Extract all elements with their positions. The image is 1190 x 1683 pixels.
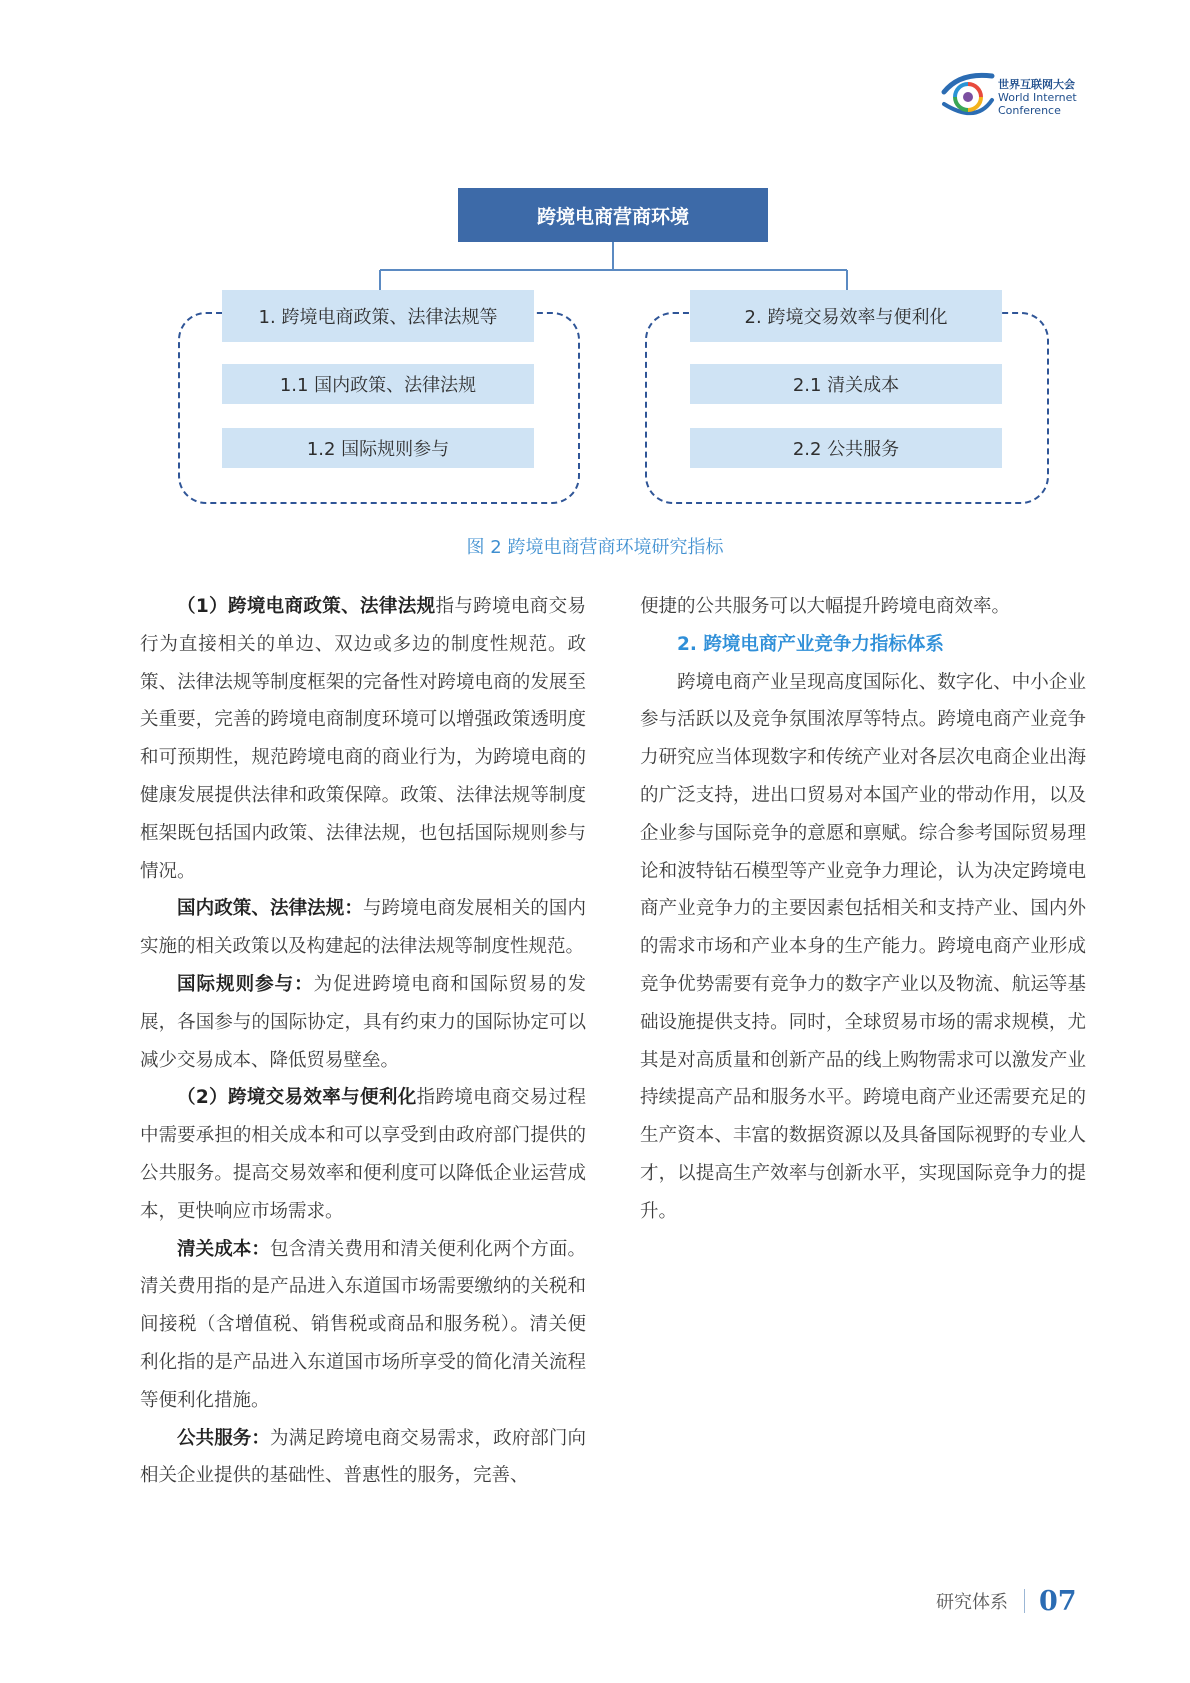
term-policy-law: （1）跨境电商政策、法律法规 — [177, 596, 436, 617]
term-trade-efficiency: （2）跨境交易效率与便利化 — [177, 1087, 417, 1109]
item-customs-cost: 2.1 清关成本 — [690, 364, 1002, 404]
logo-english-line2: Conference — [998, 104, 1061, 117]
paragraph-continuation: 便捷的公共服务可以大幅提升跨境电商效率。 — [640, 596, 1011, 617]
paragraph-customs-cost — [140, 1231, 586, 1420]
page-number: 07 — [1039, 1585, 1077, 1617]
left-text-column — [140, 588, 586, 1495]
diagram-root-node: 跨境电商营商环境 — [458, 188, 768, 242]
paragraph-international-rules — [140, 966, 586, 1079]
paragraph-text: 指跨境电商交易过程中需要承担的相关成本和可以享受到由政府部门提供的公共服务。提高交易效率和便利度可以降低企业运营成本，更快响应市场需求。 — [140, 1087, 586, 1222]
item-international-rules: 1.2 国际规则参与 — [222, 428, 534, 468]
term-customs-cost: 清关成本： — [177, 1238, 270, 1260]
term-international-rules: 国际规则参与： — [177, 973, 314, 995]
paragraph-text: 指与跨境电商交易行为直接相关的单边、双边或多边的制度性规范。政策、法律法规等制度框架的完备性对跨境电商的发展至关重要，完善的跨境电商制度环境可以增强政策透明度和可预期性，规范跨境电商的商业行为，为跨境电商的健康发展提供法律和政策保障。政策、法律法规等制度框架既包括国内政策、法律法规，也包括国际规则参与情况。 — [140, 596, 586, 882]
paragraph-industry-competitiveness: 跨境电商产业呈现高度国际化、数字化、中小企业参与活跃以及竞争氛围浓厚等特点。跨境电商产业竞争力研究应当体现数字和传统产业对各层次电商企业出海的广泛支持，进出口贸易对本国产业的带动作用，以及企业参与国际竞争的意愿和禀赋。综合参考国际贸易理论和波特钻石模型等产业竞争力理论，认为决定跨境电商产业竞争力的主要因素包括相关和支持产业、国内外的需求市场和产业本身的生产能力。跨境电商产业形成竞争优势需要有竞争力的数字产业以及物流、航运等基础设施提供支持。同时，全球贸易市场的需求规模，尤其是对高质量和创新产品的线上购物需求可以激发产业持续提高产品和服务水平。跨境电商产业还需要充足的生产资本、丰富的数据资源以及具备国际视野的专业人才，以提高生产效率与创新水平，实现国际竞争力的提升。 — [640, 671, 1086, 1222]
figure-caption: 图 2 跨境电商营商环境研究指标 — [466, 537, 724, 558]
paragraph-policy-law — [140, 588, 586, 890]
footer-section-label: 研究体系 — [936, 1592, 1008, 1613]
footer-divider — [1024, 1589, 1025, 1613]
paragraph-domestic-policy — [140, 890, 586, 966]
paragraph-text: 与跨境电商发展相关的国内实施的相关政策以及构建起的法律法规等制度性规范。 — [140, 898, 586, 958]
paragraph-text: 为促进跨境电商和国际贸易的发展，各国参与的国际协定，具有约束力的国际协定可以减少交易成本、降低贸易壁垒。 — [140, 973, 586, 1071]
paragraph-text: 为满足跨境电商交易需求，政府部门向相关企业提供的基础性、普惠性的服务，完善、 — [140, 1427, 586, 1487]
term-domestic-policy: 国内政策、法律法规： — [177, 898, 363, 920]
group-title-policy: 1. 跨境电商政策、法律法规等 — [222, 290, 534, 342]
logo-chinese-name: 世界互联网大会 — [998, 78, 1075, 91]
indicator-diagram — [0, 0, 1190, 560]
paragraph-public-service — [140, 1420, 586, 1496]
item-domestic-policy: 1.1 国内政策、法律法规 — [222, 364, 534, 404]
item-public-service: 2.2 公共服务 — [690, 428, 1002, 468]
section-heading-industry-competitiveness: 2. 跨境电商产业竞争力指标体系 — [677, 633, 944, 655]
group-title-efficiency: 2. 跨境交易效率与便利化 — [690, 290, 1002, 342]
page-footer — [936, 1584, 1077, 1618]
paragraph-trade-efficiency — [140, 1079, 586, 1230]
right-text-column — [640, 588, 1086, 1231]
term-public-service: 公共服务： — [177, 1427, 270, 1449]
logo-english-line1: World Internet — [998, 91, 1077, 104]
paragraph-text: 包含清关费用和清关便利化两个方面。清关费用指的是产品进入东道国市场需要缴纳的关税和间接税（含增值税、销售税或商品和服务税）。清关便利化指的是产品进入东道国市场所享受的简化清关流程等便利化措施。 — [140, 1238, 586, 1411]
